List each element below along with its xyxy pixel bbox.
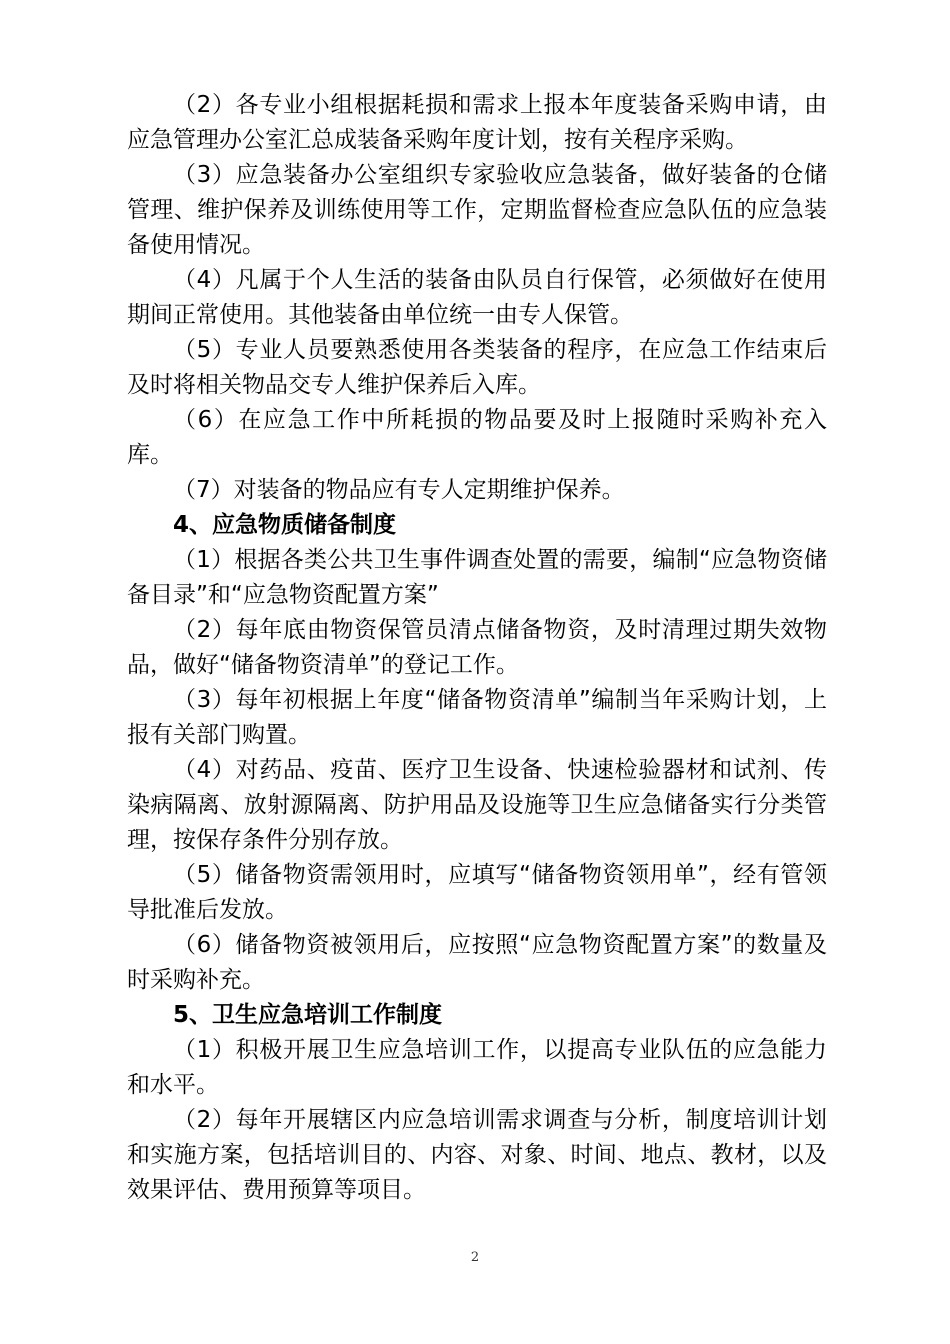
paragraph-2-6: （6）在应急工作中所耗损的物品要及时上报随时采购补充入库。 (127, 407, 827, 468)
paragraph-5-1: （1）积极开展卫生应急培训工作，以提高专业队伍的应急能力和水平。 (127, 1037, 827, 1098)
paragraph-4-1: （1）根据各类公共卫生事件调查处置的需要，编制“应急物资储备目录”和“应急物资配置方案” (127, 547, 827, 608)
paragraph-2-5: （5）专业人员要熟悉使用各类装备的程序，在应急工作结束后及时将相关物品交专人维护保养后入库。 (127, 337, 827, 398)
paragraph-2-3: （3）应急装备办公室组织专家验收应急装备，做好装备的仓储管理、维护保养及训练使用等工作，定期监督检查应急队伍的应急装备使用情况。 (127, 162, 827, 258)
paragraph-4-6: （6）储备物资被领用后，应按照“应急物资配置方案”的数量及时采购补充。 (127, 932, 827, 993)
paragraph-2-4: （4）凡属于个人生活的装备由队员自行保管，必须做好在使用期间正常使用。其他装备由单位统一由专人保管。 (127, 267, 827, 328)
paragraph-4-5: （5）储备物资需领用时，应填写“储备物资领用单”，经有管领导批准后发放。 (127, 862, 827, 923)
document-body (127, 88, 827, 1208)
page-number: 2 (470, 1250, 480, 1265)
paragraph-2-2: （2）各专业小组根据耗损和需求上报本年度装备采购申请，由应急管理办公室汇总成装备采购年度计划，按有关程序采购。 (127, 92, 827, 153)
paragraph-4-3: （3）每年初根据上年度“储备物资清单”编制当年采购计划，上报有关部门购置。 (127, 687, 827, 748)
paragraph-2-7: （7）对装备的物品应有专人定期维护保养。 (173, 477, 625, 503)
paragraph-5-2: （2）每年开展辖区内应急培训需求调查与分析，制度培训计划和实施方案，包括培训目的、内容、对象、时间、地点、教材，以及效果评估、费用预算等项目。 (127, 1107, 827, 1203)
section-heading-4: 4、应急物质储备制度 (173, 512, 397, 538)
section-heading-5: 5、卫生应急培训工作制度 (173, 1002, 443, 1028)
paragraph-4-2: （2）每年底由物资保管员清点储备物资，及时清理过期失效物品，做好“储备物资清单”的登记工作。 (127, 617, 827, 678)
paragraph-4-4: （4）对药品、疫苗、医疗卫生设备、快速检验器材和试剂、传染病隔离、放射源隔离、防护用品及设施等卫生应急储备实行分类管理，按保存条件分别存放。 (127, 757, 827, 853)
